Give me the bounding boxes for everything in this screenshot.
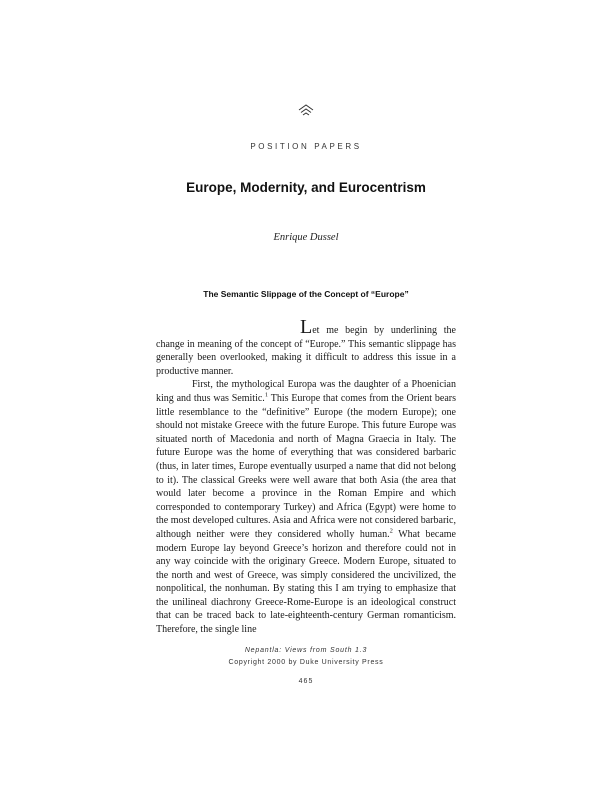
article-body — [156, 316, 456, 637]
page-number: 465 — [298, 678, 314, 685]
paragraph-2-text-b: This Europe that comes from the Orient bears little resemblance to the “definitive” Europe (the modern Europe); one should not mistake Greece with the future Europe. This future Europe was situated north of Macedonia and north of Magna Graecia in Italy. The future Europe was the home of everything that was considered barbaric (thus, in later times, Europe eventually usurped a name that did not belong to it). The classical Greeks were well aware that both Asia (the area that would later become a province in the Roman Empire and which corresponded to contemporary Turkey) and Africa (Egypt) were home to the most developed cultures. Asia and Africa were not considered barbaric, although neither were they considered wholly human. — [156, 392, 456, 540]
section-heading: The Semantic Slippage of the Concept of “Europe” — [203, 289, 409, 299]
section-label: POSITION PAPERS — [250, 142, 362, 151]
footnote-ref-2[interactable]: 2 — [389, 527, 393, 535]
paragraph-1 — [156, 316, 456, 378]
journal-citation: Nepantla: Views from South 1.3 — [244, 647, 368, 654]
paragraph-2 — [156, 378, 456, 636]
copyright-line: Copyright 2000 by Duke University Press — [228, 659, 384, 666]
article-title: Europe, Modernity, and Eurocentrism — [186, 180, 426, 195]
paragraph-2-text-c: What became modern Europe lay beyond Greece’s horizon and therefore could not in any way coincide with the originary Greece. Modern Europe, situated to the north and west of Greece, was simply considered the uncivilized, the nonpolitical, the nonhuman. By stating this I am trying to emphasize that the unilineal diachrony Greece-Rome-Europe is an ideological construct that can be traced back to late-eighteenth-century German romanticism. Therefore, the single line — [156, 528, 456, 636]
chevron-ornament-icon — [298, 104, 314, 116]
paragraph-2-text-a: First, the mythological Europa was the daughter of a Phoenician king and thus was Semitic. — [156, 379, 456, 404]
footnote-ref-1[interactable]: 1 — [264, 391, 269, 399]
author-name: Enrique Dussel — [273, 232, 339, 243]
paragraph-1-text: et me begin by underlining the change in meaning of the concept of “Europe.” This semantic slippage has generally been overlooked, making it difficult to address this issue in a productive manner. — [156, 325, 456, 377]
drop-cap: L — [300, 316, 313, 338]
